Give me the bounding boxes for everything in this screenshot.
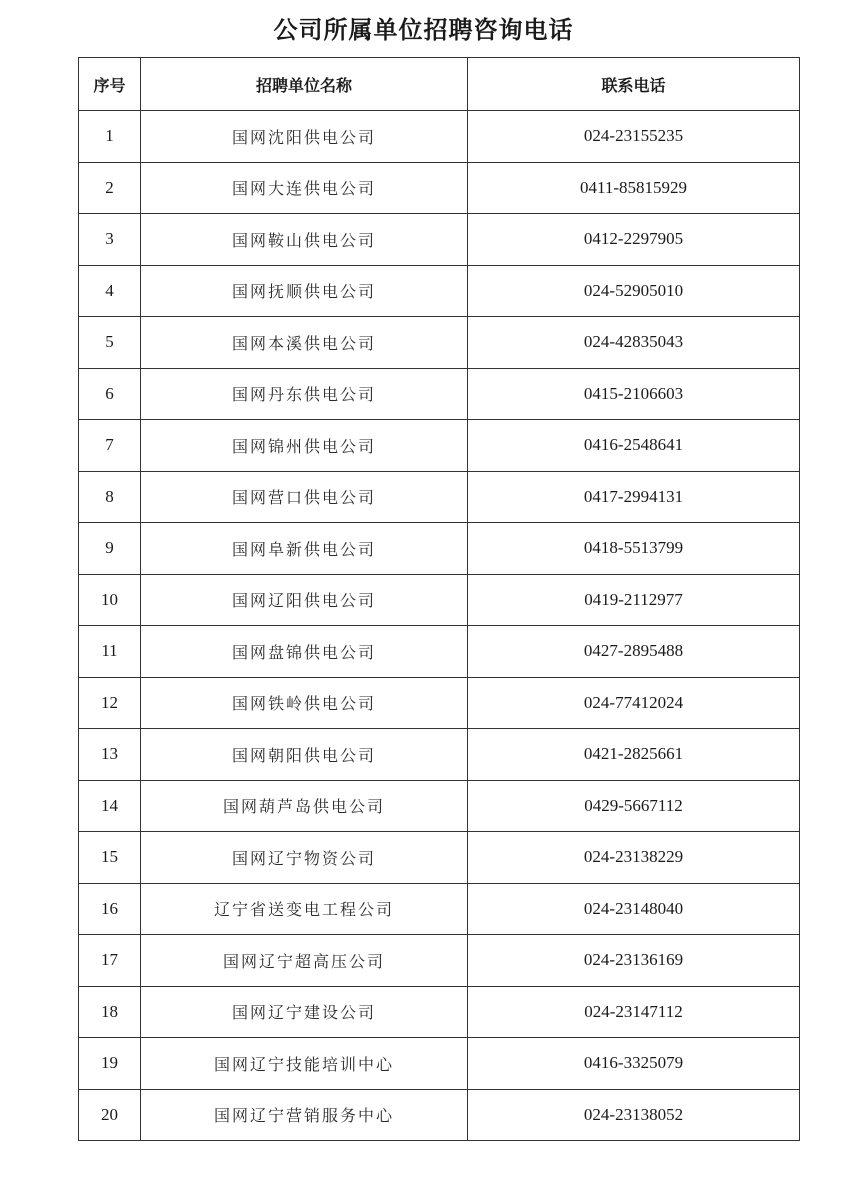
row-index: 2 [79,162,141,214]
table-row [79,677,800,729]
table-row [79,471,800,523]
row-phone: 0415-2106603 [468,368,800,420]
row-phone: 0417-2994131 [468,471,800,523]
row-phone: 024-23138052 [468,1089,800,1141]
row-phone: 0429-5667112 [468,780,800,832]
row-unit-name: 国网辽宁技能培训中心 [141,1038,468,1090]
row-phone: 0419-2112977 [468,574,800,626]
table-row [79,780,800,832]
row-unit-name: 国网抚顺供电公司 [141,265,468,317]
table-row [79,574,800,626]
row-unit-name: 国网沈阳供电公司 [141,111,468,163]
header-index: 序号 [79,58,141,111]
row-index: 19 [79,1038,141,1090]
row-index: 1 [79,111,141,163]
table-row [79,111,800,163]
row-phone: 024-42835043 [468,317,800,369]
table-row [79,214,800,266]
row-unit-name: 国网锦州供电公司 [141,420,468,472]
row-unit-name: 国网大连供电公司 [141,162,468,214]
table-row [79,935,800,987]
row-index: 8 [79,471,141,523]
row-phone: 0416-3325079 [468,1038,800,1090]
table-row [79,832,800,884]
row-index: 14 [79,780,141,832]
row-unit-name: 国网辽宁超高压公司 [141,935,468,987]
row-index: 3 [79,214,141,266]
row-phone: 024-23136169 [468,935,800,987]
row-unit-name: 国网丹东供电公司 [141,368,468,420]
row-index: 17 [79,935,141,987]
table-row [79,883,800,935]
row-unit-name: 国网朝阳供电公司 [141,729,468,781]
table-header-row [79,58,800,111]
row-index: 5 [79,317,141,369]
row-unit-name: 国网辽阳供电公司 [141,574,468,626]
row-phone: 0411-85815929 [468,162,800,214]
row-index: 4 [79,265,141,317]
row-unit-name: 国网铁岭供电公司 [141,677,468,729]
row-phone: 024-23148040 [468,883,800,935]
row-unit-name: 辽宁省送变电工程公司 [141,883,468,935]
row-phone: 024-52905010 [468,265,800,317]
row-index: 15 [79,832,141,884]
row-index: 6 [79,368,141,420]
row-index: 7 [79,420,141,472]
page-title: 公司所属单位招聘咨询电话 [273,16,574,44]
row-index: 9 [79,523,141,575]
row-index: 10 [79,574,141,626]
row-index: 20 [79,1089,141,1141]
row-index: 12 [79,677,141,729]
row-unit-name: 国网葫芦岛供电公司 [141,780,468,832]
header-phone: 联系电话 [468,58,800,111]
row-unit-name: 国网辽宁营销服务中心 [141,1089,468,1141]
row-phone: 0418-5513799 [468,523,800,575]
row-unit-name: 国网辽宁建设公司 [141,986,468,1038]
row-unit-name: 国网鞍山供电公司 [141,214,468,266]
row-unit-name: 国网阜新供电公司 [141,523,468,575]
table-row [79,1038,800,1090]
row-index: 13 [79,729,141,781]
header-unit-name: 招聘单位名称 [141,58,468,111]
row-unit-name: 国网辽宁物资公司 [141,832,468,884]
row-phone: 024-23147112 [468,986,800,1038]
row-phone: 024-23138229 [468,832,800,884]
row-unit-name: 国网营口供电公司 [141,471,468,523]
table-body [79,111,800,1141]
row-phone: 024-77412024 [468,677,800,729]
row-phone: 0421-2825661 [468,729,800,781]
recruitment-contact-table [78,57,800,1141]
table-row [79,317,800,369]
table-row [79,626,800,678]
table-row [79,523,800,575]
row-index: 16 [79,883,141,935]
row-phone: 0412-2297905 [468,214,800,266]
table-row [79,1089,800,1141]
table-row [79,368,800,420]
row-phone: 0416-2548641 [468,420,800,472]
row-unit-name: 国网盘锦供电公司 [141,626,468,678]
table-row [79,162,800,214]
table-row [79,265,800,317]
table-row [79,986,800,1038]
row-index: 11 [79,626,141,678]
row-phone: 024-23155235 [468,111,800,163]
table-row [79,729,800,781]
table-row [79,420,800,472]
row-unit-name: 国网本溪供电公司 [141,317,468,369]
row-phone: 0427-2895488 [468,626,800,678]
row-index: 18 [79,986,141,1038]
